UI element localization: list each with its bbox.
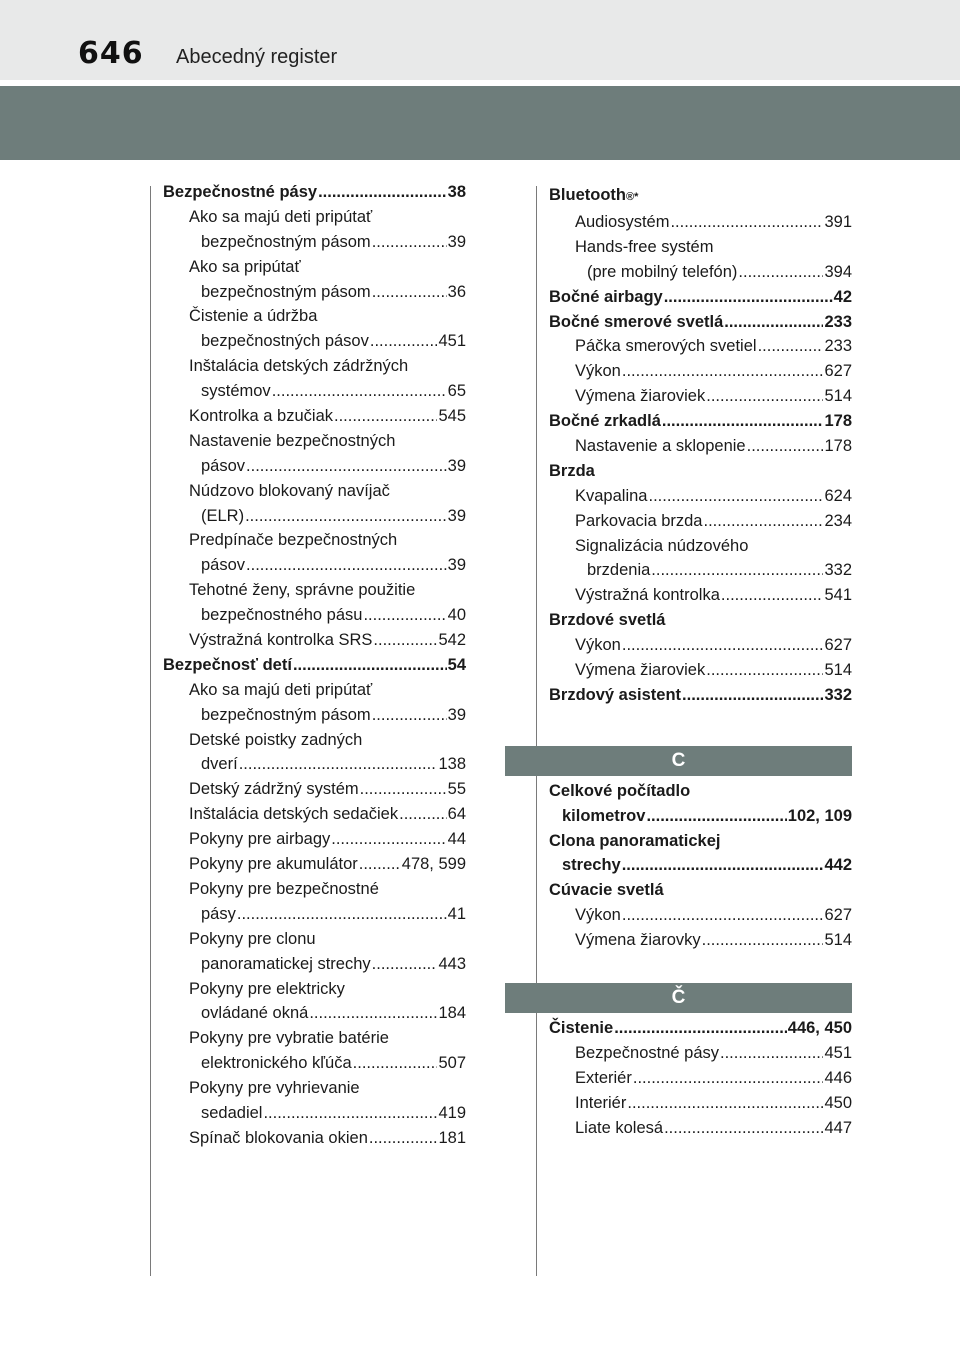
index-entry: [163, 752, 466, 777]
page-reference: 514: [824, 931, 852, 950]
page-reference: 39: [447, 506, 466, 525]
page-reference: 451: [824, 1043, 852, 1062]
dot-leader: [246, 454, 447, 479]
dot-leader: [399, 802, 447, 827]
page-reference: 332: [824, 685, 852, 704]
entry-text: Výmena žiaroviek: [575, 661, 706, 680]
index-entry: [549, 1091, 852, 1116]
dot-leader: [353, 1051, 438, 1076]
index-entry: [163, 653, 466, 678]
entry-text: bezpečnostným pásom: [201, 282, 371, 301]
left-divider: [150, 186, 151, 1276]
entry-text: Výkon: [575, 906, 621, 925]
index-entry: [163, 1101, 466, 1126]
index-entry: [163, 977, 466, 1002]
index-entry: [163, 329, 466, 354]
page-reference: 394: [824, 262, 852, 281]
dot-leader: [670, 210, 823, 235]
entry-text: Cúvacie svetlá: [549, 881, 664, 900]
dot-leader: [239, 752, 438, 777]
entry-text: Výkon: [575, 636, 621, 655]
page-reference: 54: [447, 655, 466, 674]
index-entry: [163, 304, 466, 329]
page-reference: 627: [824, 636, 852, 655]
dot-leader: [318, 180, 447, 205]
index-entry: [163, 628, 466, 653]
index-entry: [163, 952, 466, 977]
header-band: [0, 86, 960, 160]
index-entry: [163, 827, 466, 852]
dot-leader: [721, 583, 824, 608]
index-column-right: [549, 180, 852, 1141]
index-entry-bluetooth: Bluetooth ®*: [549, 180, 852, 210]
entry-text: Bočné zrkadlá: [549, 412, 661, 431]
index-entry: [163, 454, 466, 479]
entry-text: Pokyny pre bezpečnostné: [189, 879, 379, 898]
dot-leader: [372, 703, 447, 728]
index-entry: [163, 678, 466, 703]
entry-text: Ako sa pripútať: [189, 257, 301, 276]
page-reference: 514: [824, 661, 852, 680]
index-entry: [163, 1026, 466, 1051]
entry-text: Pokyny pre clonu: [189, 929, 316, 948]
page-reference: 102, 109: [787, 806, 852, 825]
dot-leader: [246, 553, 447, 578]
entry-text: Predpínače bezpečnostných: [189, 531, 398, 550]
entry-text: Nastavenie a sklopenie: [575, 437, 746, 456]
entry-text: sedadiel: [201, 1103, 263, 1122]
page-reference: 332: [824, 561, 852, 580]
entry-text: Nastavenie bezpečnostných: [189, 431, 396, 450]
entry-text: Interiér: [575, 1093, 627, 1112]
dot-leader: [720, 1041, 823, 1066]
dot-leader: [627, 1091, 823, 1116]
dot-leader: [648, 484, 823, 509]
entry-text: Celkové počítadlo: [549, 781, 691, 800]
spacer: [549, 708, 852, 746]
index-entry: [163, 728, 466, 753]
page-reference: 39: [447, 556, 466, 575]
page-reference: 451: [438, 332, 466, 351]
index-entry: [163, 1051, 466, 1076]
index-entry: [549, 1116, 852, 1141]
entry-text: Výstražná kontrolka: [575, 586, 720, 605]
entry-text: dverí: [201, 755, 238, 774]
entry-text: Bluetooth: [549, 186, 626, 204]
entry-text: Páčka smerových svetiel: [575, 337, 757, 356]
page-reference: 64: [447, 805, 466, 824]
dot-leader: [372, 280, 447, 305]
index-entry: [549, 310, 852, 335]
page-reference: 624: [824, 486, 852, 505]
index-entry: [163, 703, 466, 728]
index-entry: [549, 409, 852, 434]
entry-text: ovládané okná: [201, 1004, 309, 1023]
entry-text: Pokyny pre vybratie batérie: [189, 1029, 389, 1048]
dot-leader: [622, 633, 824, 658]
page-reference: 36: [447, 282, 466, 301]
index-entry: [163, 354, 466, 379]
page-reference: 442: [824, 856, 852, 875]
index-entry: [549, 633, 852, 658]
entry-text: Bezpečnostné pásy: [575, 1043, 720, 1062]
index-entry: [549, 583, 852, 608]
index-entry: [549, 608, 852, 633]
entry-text: Pokyny pre airbagy: [189, 830, 331, 849]
page-reference: 184: [438, 1004, 466, 1023]
entry-text: brzdenia: [587, 561, 651, 580]
page-reference: 446, 450: [787, 1019, 852, 1038]
page-reference: 514: [824, 387, 852, 406]
entry-text: Výstražná kontrolka SRS: [189, 631, 373, 650]
entry-text: pásy: [201, 904, 236, 923]
index-entry: [163, 927, 466, 952]
entry-text: Brzda: [549, 461, 595, 480]
dot-leader: [360, 777, 447, 802]
index-entry: [549, 878, 852, 903]
page-title: Abecedný register: [176, 46, 338, 68]
dot-leader: [622, 903, 824, 928]
dot-leader: [738, 260, 823, 285]
entry-text: Čistenie: [549, 1019, 614, 1038]
dot-leader: [622, 359, 824, 384]
entry-text: bezpečnostným pásom: [201, 232, 371, 251]
index-entry: [163, 255, 466, 280]
entry-text: kilometrov: [562, 806, 646, 825]
entry-text: Pokyny pre elektricky: [189, 979, 345, 998]
dot-leader: [614, 1016, 787, 1041]
entry-text: Signalizácia núdzového: [575, 536, 749, 555]
dot-leader: [664, 285, 833, 310]
entry-text: Kontrolka a bzučiak: [189, 407, 333, 426]
entry-text: Ako sa majú deti pripútať: [189, 207, 373, 226]
index-entry: [549, 285, 852, 310]
entry-text: Brzdový asistent: [549, 685, 682, 704]
page-reference: 40: [447, 606, 466, 625]
dot-leader: [369, 1126, 438, 1151]
dot-leader: [272, 379, 447, 404]
entry-text: Exteriér: [575, 1068, 632, 1087]
index-entry: [549, 903, 852, 928]
index-entry: [163, 280, 466, 305]
page-reference: 39: [447, 456, 466, 475]
entry-text: strechy: [562, 856, 621, 875]
page-reference: 419: [438, 1103, 466, 1122]
entry-text: Výkon: [575, 362, 621, 381]
page-reference: 507: [438, 1054, 466, 1073]
dot-leader: [662, 409, 824, 434]
page-reference: 39: [447, 232, 466, 251]
page-reference: 627: [824, 362, 852, 381]
entry-text: Audiosystém: [575, 213, 670, 231]
index-entry: [163, 603, 466, 628]
dot-leader: [370, 329, 438, 354]
index-entry: [549, 384, 852, 409]
entry-text: bezpečnostného pásu: [201, 606, 363, 625]
entry-text: Hands-free systém: [575, 237, 714, 256]
index-entry: [163, 180, 466, 205]
index-entry: [163, 852, 466, 877]
entry-text: bezpečnostných pásov: [201, 332, 369, 351]
page-reference: 541: [824, 586, 852, 605]
page-reference: 178: [824, 412, 852, 431]
entry-text: Tehotné ženy, správne použitie: [189, 581, 416, 600]
entry-text: pásov: [201, 556, 246, 575]
page-reference: 627: [824, 906, 852, 925]
dot-leader: [702, 928, 824, 953]
section-header-c-caron: Č: [505, 983, 852, 1013]
page-reference: 138: [438, 755, 466, 774]
index-column-left: [163, 180, 466, 1151]
dot-leader: [372, 230, 447, 255]
index-entry: [163, 504, 466, 529]
index-entry: [163, 379, 466, 404]
index-entry: [549, 804, 852, 829]
dot-leader: [706, 658, 823, 683]
page-reference: 44: [447, 830, 466, 849]
dot-leader: [373, 628, 437, 653]
dot-leader: [293, 653, 447, 678]
entry-text: Bočné airbagy: [549, 287, 663, 306]
dot-leader: [724, 310, 823, 335]
dot-leader: [363, 603, 446, 628]
section-header-c: C: [505, 746, 852, 776]
index-entry: [549, 534, 852, 559]
index-entry: [163, 479, 466, 504]
index-entry: [549, 260, 852, 285]
page-reference: 38: [447, 183, 466, 201]
index-entry: [549, 1041, 852, 1066]
entry-text: Spínač blokovania okien: [189, 1128, 368, 1147]
page-reference: 42: [833, 287, 852, 306]
entry-text: Výmena žiaroviek: [575, 387, 706, 406]
entry-text: Parkovacia brzda: [575, 511, 703, 530]
index-entry: [163, 777, 466, 802]
index-entry: [163, 404, 466, 429]
index-entry: [163, 429, 466, 454]
page-reference: 178: [824, 437, 852, 456]
page-reference: 55: [447, 780, 466, 799]
page-reference: 233: [824, 312, 852, 331]
entry-text: Ako sa majú deti pripútať: [189, 680, 373, 699]
index-entry: [163, 528, 466, 553]
entry-text: Kvapalina: [575, 486, 648, 505]
index-entry: [549, 683, 852, 708]
center-divider: [536, 186, 537, 1276]
dot-leader: [309, 1001, 437, 1026]
index-entry: [549, 210, 852, 235]
entry-text: Inštalácia detských zádržných: [189, 357, 409, 376]
index-entry: [549, 235, 852, 260]
spacer: [549, 953, 852, 983]
dot-leader: [706, 384, 823, 409]
index-entry: [549, 334, 852, 359]
index-entry: [163, 205, 466, 230]
dot-leader: [651, 558, 823, 583]
page-reference: 542: [438, 631, 466, 650]
index-entry: [163, 1076, 466, 1101]
index-entry: [163, 902, 466, 927]
index-entry: [163, 802, 466, 827]
dot-leader: [263, 1101, 437, 1126]
dot-leader: [372, 952, 438, 977]
entry-text: systémov: [201, 382, 271, 401]
index-entry: [163, 578, 466, 603]
index-entry: [549, 1066, 852, 1091]
dot-leader: [622, 853, 824, 878]
entry-text: (ELR): [201, 506, 245, 525]
entry-text: Brzdové svetlá: [549, 611, 666, 630]
entry-text: Pokyny pre akumulátor: [189, 855, 358, 874]
page-reference: 391: [824, 213, 852, 231]
page-reference: 233: [824, 337, 852, 356]
dot-leader: [758, 334, 824, 359]
index-entry: [163, 553, 466, 578]
index-entry: [549, 509, 852, 534]
index-entry: [549, 484, 852, 509]
dot-leader: [331, 827, 446, 852]
page-reference: 181: [438, 1128, 466, 1147]
index-entry: [549, 928, 852, 953]
entry-text: Bezpečnostné pásy: [163, 183, 318, 201]
page-reference: 446: [824, 1068, 852, 1087]
entry-text: Inštalácia detských sedačiek: [189, 805, 399, 824]
header-bar: [0, 0, 960, 80]
page-reference: 545: [438, 407, 466, 426]
index-entry: [549, 658, 852, 683]
page-reference: 65: [447, 382, 466, 401]
dot-leader: [245, 504, 447, 529]
index-entry: [549, 829, 852, 854]
dot-leader: [747, 434, 824, 459]
dot-leader: [682, 683, 823, 708]
index-entry: [549, 853, 852, 878]
page-reference: 41: [447, 904, 466, 923]
index-entry: [549, 558, 852, 583]
index-entry: [163, 230, 466, 255]
entry-text: Liate kolesá: [575, 1118, 664, 1137]
dot-leader: [646, 804, 786, 829]
entry-text: Čistenie a údržba: [189, 307, 318, 326]
index-entry: [549, 1016, 852, 1041]
entry-text: Výmena žiarovky: [575, 931, 701, 950]
dot-leader: [703, 509, 823, 534]
index-entry: [163, 1126, 466, 1151]
page-reference: 450: [824, 1093, 852, 1112]
page-reference: 478, 599: [401, 855, 466, 874]
dot-leader: [237, 902, 447, 927]
dot-leader: [633, 1066, 824, 1091]
index-entry: [163, 877, 466, 902]
dot-leader: [664, 1116, 823, 1141]
entry-text: Clona panoramatickej: [549, 831, 721, 850]
page-reference: 443: [438, 954, 466, 973]
entry-text: (pre mobilný telefón): [587, 262, 738, 281]
entry-text: Bočné smerové svetlá: [549, 312, 724, 331]
entry-text: pásov: [201, 456, 246, 475]
index-entry: [549, 434, 852, 459]
page-reference: 447: [824, 1118, 852, 1137]
dot-leader: [359, 852, 401, 877]
entry-text: bezpečnostným pásom: [201, 705, 371, 724]
page-number: 646: [78, 36, 144, 71]
index-entry: [549, 359, 852, 384]
index-entry: [549, 779, 852, 804]
page-reference: 234: [824, 511, 852, 530]
entry-text: Núdzovo blokovaný navíjač: [189, 481, 390, 500]
index-entry: [163, 1001, 466, 1026]
page-reference: 39: [447, 705, 466, 724]
entry-text: Pokyny pre vyhrievanie: [189, 1079, 360, 1098]
entry-text: panoramatickej strechy: [201, 954, 371, 973]
entry-text: elektronického kľúča: [201, 1054, 352, 1073]
entry-text: Detský zádržný systém: [189, 780, 359, 799]
entry-text: Detské poistky zadných: [189, 730, 363, 749]
index-entry: [549, 459, 852, 484]
entry-text: Bezpečnosť detí: [163, 655, 292, 674]
dot-leader: [334, 404, 437, 429]
